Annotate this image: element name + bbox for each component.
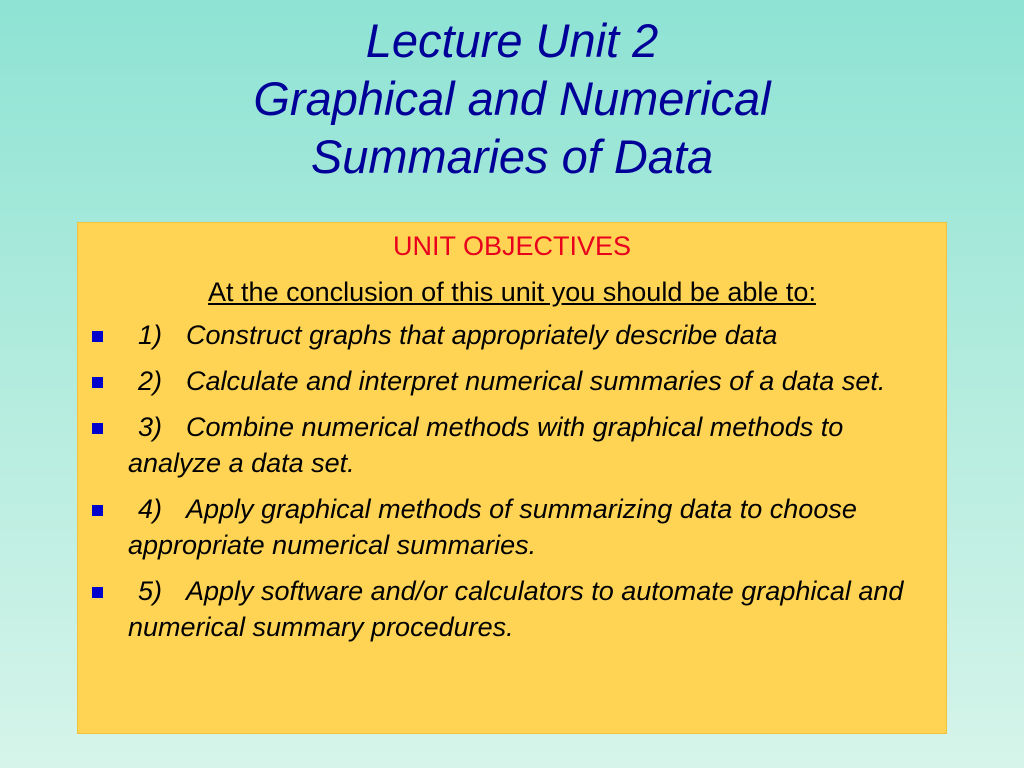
objective-item bbox=[78, 491, 946, 563]
objective-text: Calculate and interpret numerical summaries of a data set. bbox=[186, 366, 886, 396]
square-bullet-icon bbox=[92, 377, 103, 388]
objectives-box bbox=[77, 222, 947, 734]
title-line: Lecture Unit 2 bbox=[365, 14, 659, 67]
objective-item bbox=[78, 363, 946, 399]
objectives-intro: At the conclusion of this unit you should be able to: bbox=[208, 277, 816, 307]
square-bullet-icon bbox=[92, 331, 103, 342]
objective-text: Construct graphs that appropriately describe data bbox=[186, 320, 778, 350]
objective-item bbox=[78, 317, 946, 353]
objectives-heading: UNIT OBJECTIVES bbox=[392, 231, 632, 261]
objective-text: Apply graphical methods of summarizing data to choose appropriate numerical summaries. bbox=[128, 494, 857, 560]
objective-text: Apply software and/or calculators to automate graphical and numerical summary procedures. bbox=[128, 576, 904, 642]
title-line: Summaries of Data bbox=[310, 130, 714, 183]
objective-number: 2) bbox=[138, 366, 163, 396]
square-bullet-icon bbox=[92, 587, 103, 598]
slide-title bbox=[0, 12, 1024, 186]
objectives-list bbox=[78, 317, 946, 655]
objective-item bbox=[78, 409, 946, 481]
objective-number: 4) bbox=[138, 494, 163, 524]
title-line: Graphical and Numerical bbox=[253, 72, 771, 125]
objective-item bbox=[78, 573, 946, 645]
objective-text: Combine numerical methods with graphical methods to analyze a data set. bbox=[128, 412, 844, 478]
objective-number: 1) bbox=[138, 320, 163, 350]
objective-number: 5) bbox=[138, 576, 163, 606]
square-bullet-icon bbox=[92, 423, 103, 434]
objective-number: 3) bbox=[138, 412, 163, 442]
square-bullet-icon bbox=[92, 505, 103, 516]
